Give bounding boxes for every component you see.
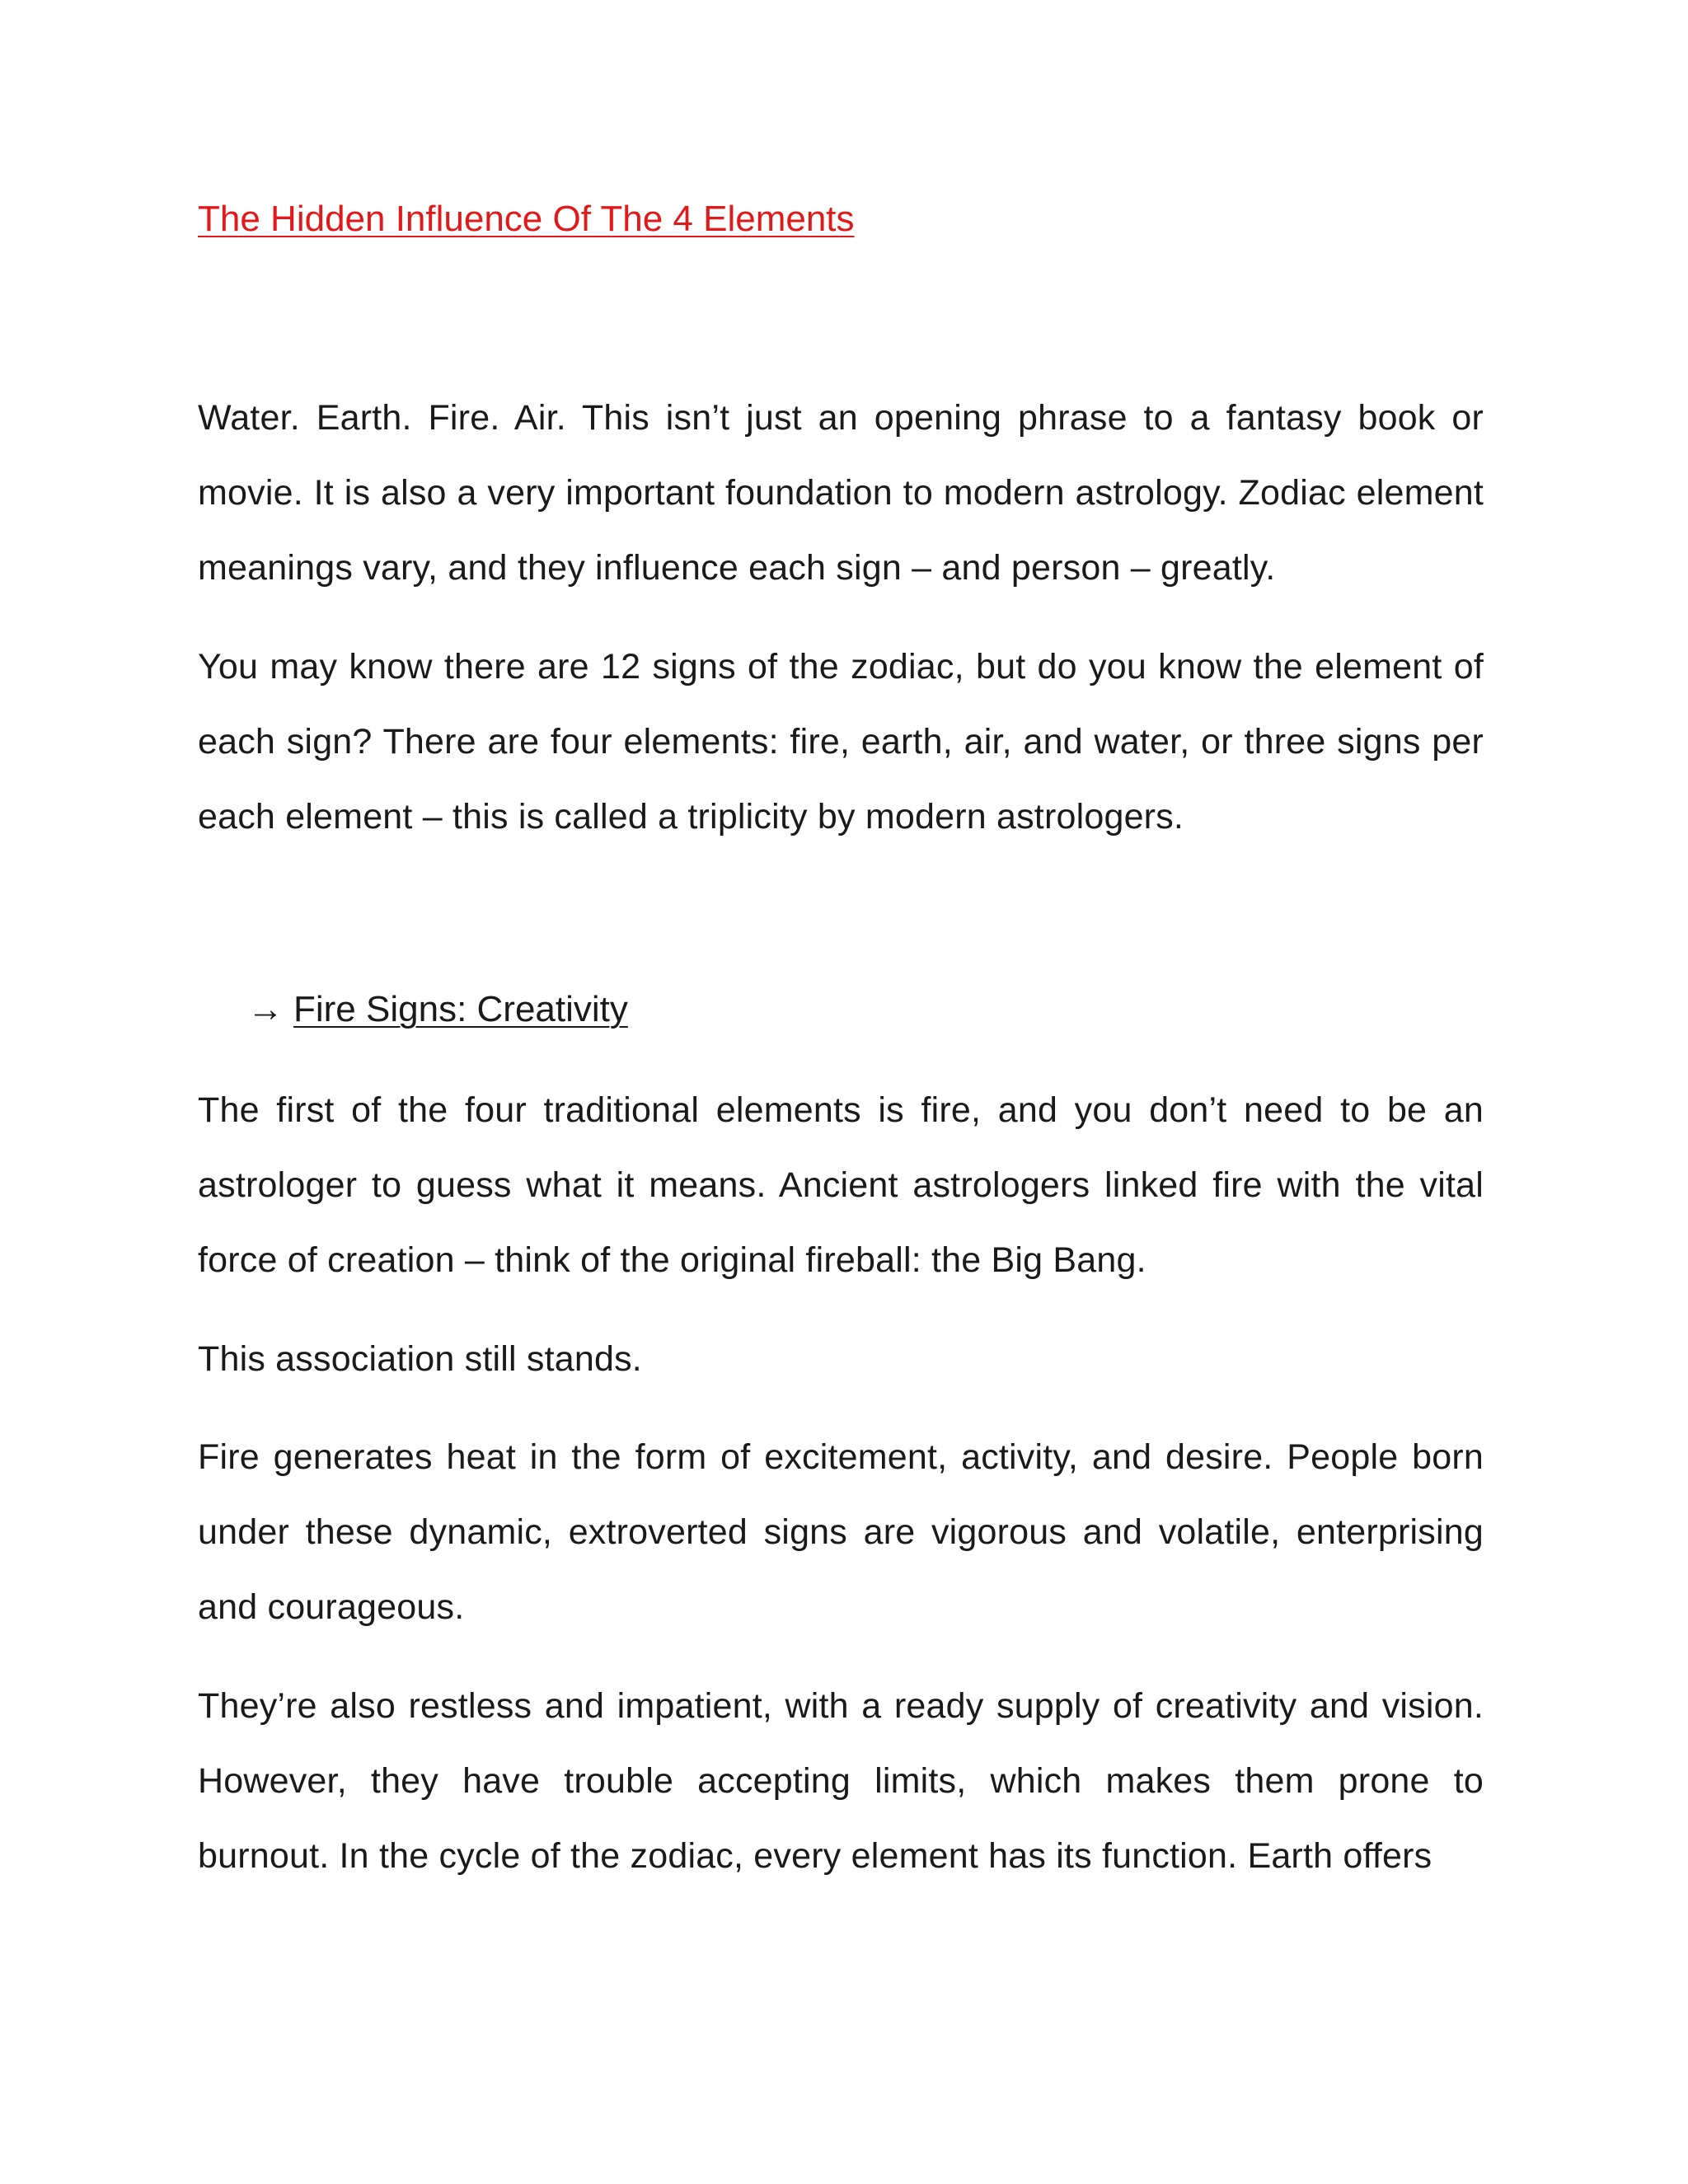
section-paragraph-4: They’re also restless and impatient, with a ready supply of creativity and vision. However, they have trouble accepting limits, which makes them prone to burnout. In the cycle of the zodiac, every element has its function. Earth offers bbox=[198, 1686, 1484, 1876]
intro-paragraph-2: You may know there are 12 signs of the zodiac, but do you know the element of each sign? There are four elements: fire, earth, air, and water, or three signs per each element – this is called a triplicity by modern astrologers. bbox=[198, 647, 1484, 837]
section-paragraph-3: Fire generates heat in the form of excitement, activity, and desire. People born under these dynamic, extroverted signs are vigorous and volatile, enterprising and courageous. bbox=[198, 1437, 1484, 1627]
section-paragraph-1: The first of the four traditional elements is fire, and you don’t need to be an astrologer to guess what it means. Ancient astrologers linked fire with the vital force of creation – think of the original fireball: the Big Bang. bbox=[198, 1090, 1484, 1280]
intro-paragraph-1: Water. Earth. Fire. Air. This isn’t just an opening phrase to a fantasy book or movie. It is also a very important foundation to modern astrology. Zodiac element meanings vary, and they influence each sign – and person – greatly. bbox=[198, 398, 1484, 588]
section-heading bbox=[247, 985, 628, 1034]
section-heading-label: Fire Signs: Creativity bbox=[293, 989, 628, 1029]
document-title: The Hidden Influence Of The 4 Elements bbox=[198, 199, 855, 239]
right-arrow-icon: → bbox=[247, 989, 284, 1029]
section-paragraph-2: This association still stands. bbox=[198, 1339, 642, 1379]
